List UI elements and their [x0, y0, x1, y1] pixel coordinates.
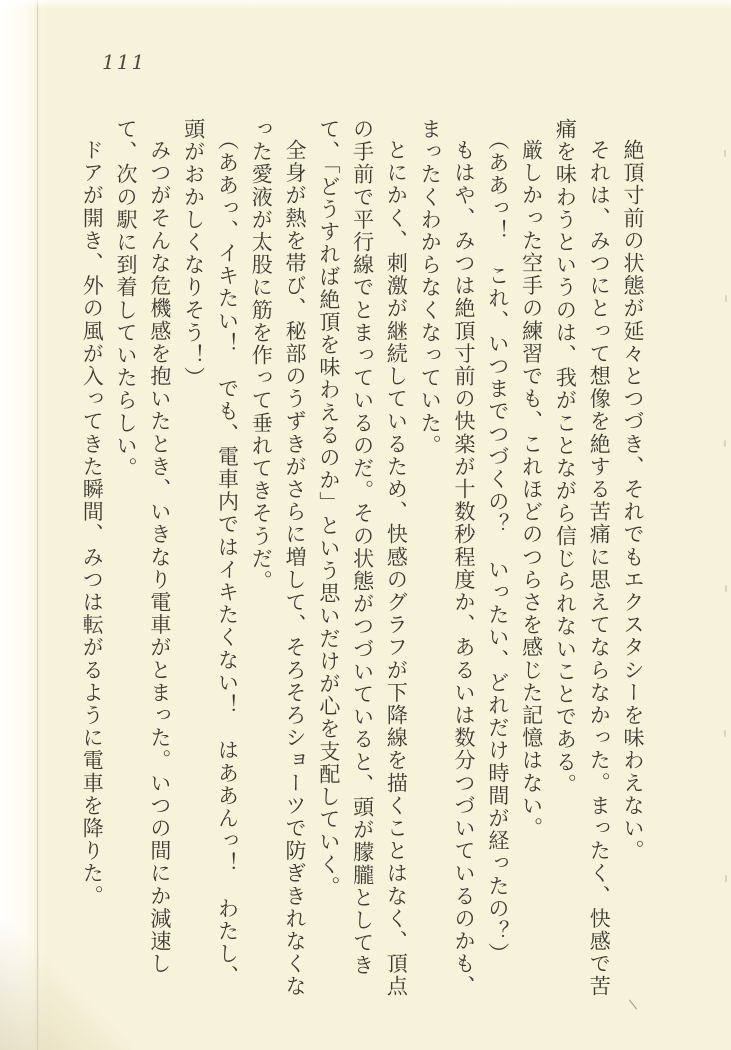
scan-speck: [725, 585, 727, 592]
scan-speck: [724, 150, 726, 157]
scan-speck: [725, 875, 727, 882]
paragraph: みつがそんな危機感を抱いたとき、いきなり電車がとまった。いつの間にか減速して、次の駅に到着していたらしい。: [114, 118, 172, 976]
paragraph: （ああっ！ これ、いつまでつづくの？ いったい、どれだけ時間が経ったの？）: [485, 128, 510, 965]
paragraph: ドアが開き、外の風が入ってきた瞬間、みつは転がるように電車を降りた。: [80, 139, 105, 908]
paragraph: もはや、みつは絶頂寸前の快楽が十数秒程度か、あるいは数分つづいているのかも、まったくわからなくなっていた。: [418, 118, 477, 998]
scan-speck: [724, 730, 726, 737]
scan-left-edge: [0, 0, 48, 1050]
page-number: 111: [102, 50, 147, 74]
paragraph: それは、みつにとって想像を絶する苦痛に思えてならなかった。まったく、快感で苦痛を味わうというのは、我がことながら信じられないことである。: [553, 118, 612, 998]
paragraph: とにかく、刺激が継続しているため、快感のグラフが下降線を描くことはなく、頂点の手前で平行線でとまっているのだ。その状態がつづいていると、頭が朦朧としてきて、「どうすれば絶頂を味わえるのか」という思いだけが心を支配していく。: [316, 118, 409, 998]
paragraph: （ああっ、イキたい！ でも、電車内ではイキたくない！ はああんっ！ わたし、頭がおかしくなりそう！）: [181, 118, 240, 988]
paragraph: 厳しかった空手の練習でも、これほどのつらさを感じた記憶はない。: [519, 139, 544, 840]
page-gutter-line: [37, 0, 38, 1050]
scan-speck: [725, 295, 727, 302]
scan-speck: [724, 440, 726, 447]
scan-top-edge: [0, 0, 731, 9]
paragraph: 絶頂寸前の状態が延々とつづき、それでもエクスタシーを味わえない。: [621, 139, 645, 863]
body-text: [74, 118, 649, 1006]
paragraph: 全身が熱を帯び、秘部のうずきがさらに増して、そろそろショーツで防ぎきれなくなった愛液が太股に筋を作って垂れてきそうだ。: [249, 118, 308, 998]
